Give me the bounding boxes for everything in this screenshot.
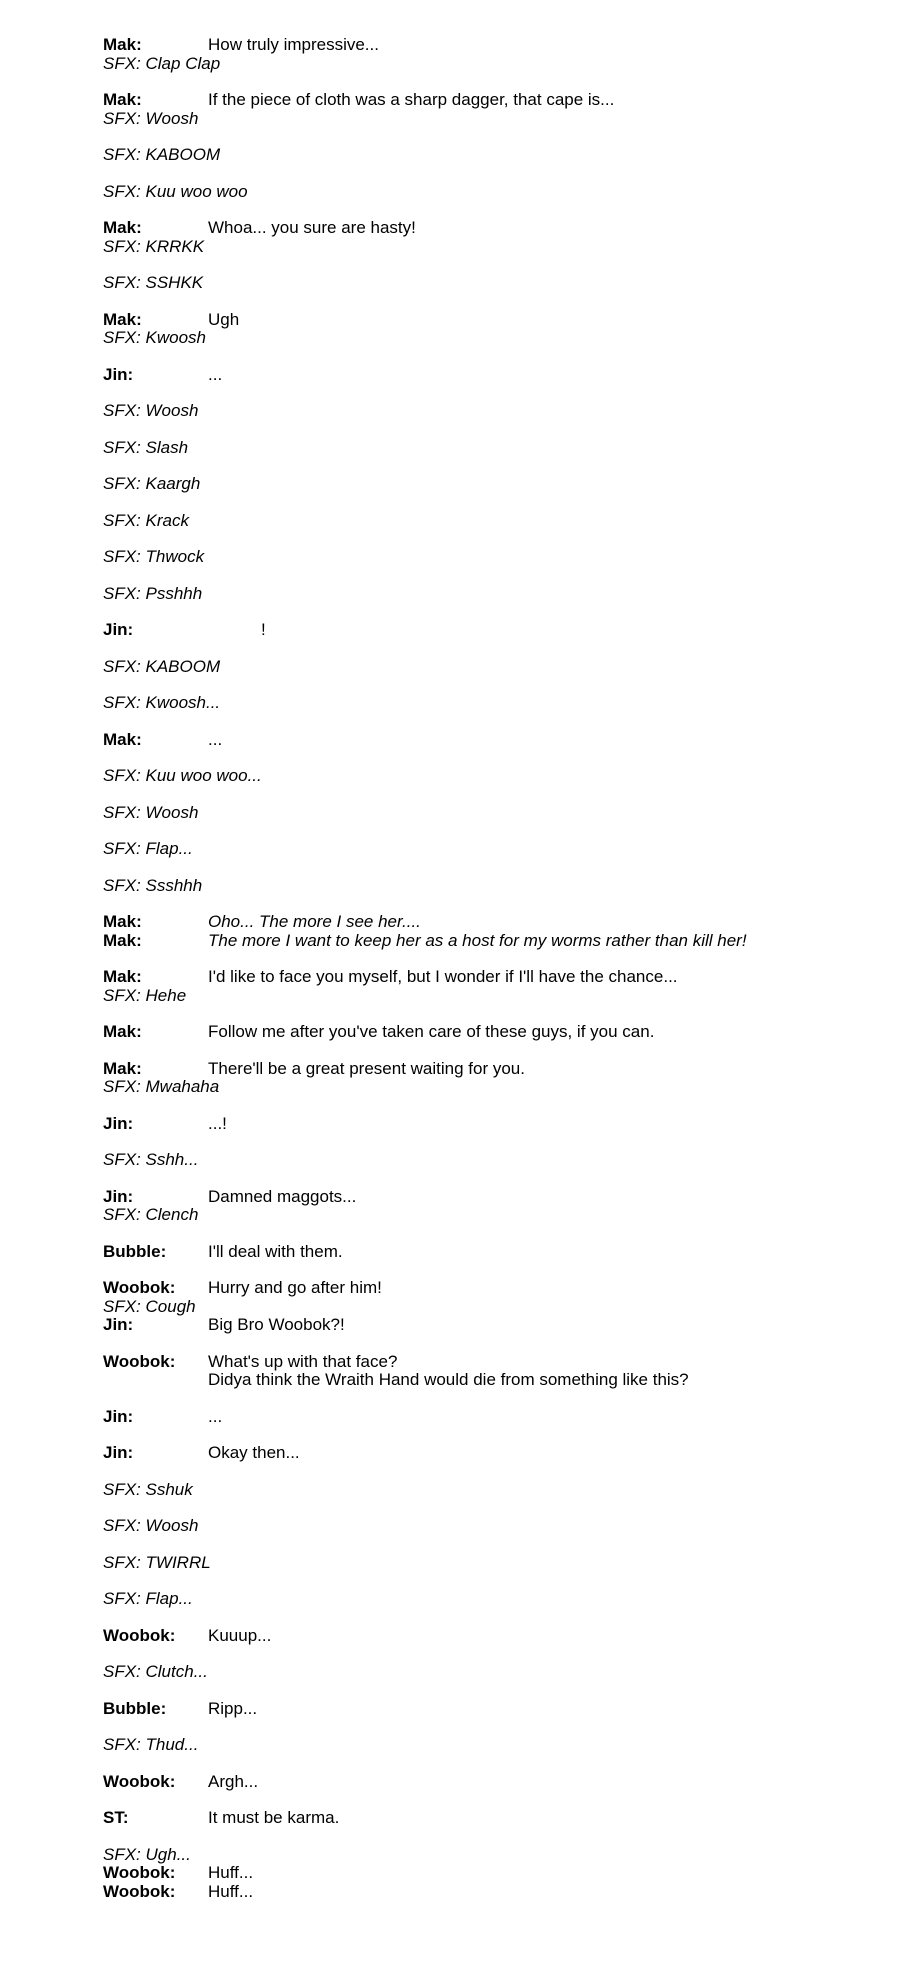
speaker-name: Jin: (103, 1406, 134, 1426)
sfx-text: SFX: Mwahaha (103, 1077, 220, 1096)
sfx-line (103, 55, 863, 74)
script-block (103, 1846, 863, 1902)
dialogue-text: The more I want to keep her as a host for my worms rather than kill her! (208, 930, 747, 950)
sfx-line (103, 694, 863, 713)
script-block (103, 1809, 863, 1828)
script-block (103, 1481, 863, 1500)
dialogue-line (103, 1444, 863, 1463)
speaker-name: Mak: (103, 1022, 142, 1041)
speaker-name: Jin: (103, 620, 134, 639)
script-block (103, 366, 863, 385)
dialogue-line (103, 1809, 863, 1828)
speaker-name: Mak: (103, 309, 142, 329)
script-block (103, 1590, 863, 1609)
dialogue-text: Ugh (208, 309, 240, 329)
dialogue-text: ... (208, 1406, 223, 1426)
script-block (103, 1115, 863, 1134)
dialogue-line (103, 1060, 863, 1079)
speaker-name: Woobok: (103, 1625, 176, 1645)
sfx-text: SFX: Thud... (103, 1735, 199, 1754)
script-block (103, 311, 863, 348)
speaker-name: Jin: (103, 364, 134, 384)
sfx-text: SFX: Cough (103, 1296, 196, 1316)
dialogue-line (103, 366, 863, 385)
sfx-line (103, 402, 863, 421)
speaker-name: Jin: (103, 1186, 134, 1206)
sfx-line (103, 1846, 863, 1865)
sfx-line (103, 1590, 863, 1609)
sfx-text: SFX: KRRKK (103, 236, 205, 256)
sfx-line (103, 877, 863, 896)
sfx-text: SFX: Kaargh (103, 474, 201, 493)
script-block (103, 1627, 863, 1646)
sfx-line (103, 329, 863, 348)
sfx-line (103, 804, 863, 823)
dialogue-line (103, 1773, 863, 1792)
dialogue-line (103, 1408, 863, 1427)
speaker-name: Mak: (103, 1058, 142, 1078)
dialogue-text: I'll deal with them. (208, 1241, 343, 1261)
sfx-line (103, 1298, 863, 1317)
dialogue-line (103, 1115, 863, 1134)
script-block (103, 146, 863, 165)
sfx-text: SFX: KABOOM (103, 145, 221, 164)
script-block (103, 475, 863, 494)
speaker-name: Mak: (103, 35, 142, 54)
sfx-line (103, 840, 863, 859)
script-block (103, 548, 863, 567)
script-block (103, 968, 863, 1005)
dialogue-text: Damned maggots... (208, 1186, 357, 1206)
dialogue-text: Hurry and go after him! (208, 1278, 382, 1297)
script-block (103, 913, 863, 950)
script-block (103, 274, 863, 293)
dialogue-line (103, 1023, 863, 1042)
sfx-line (103, 1663, 863, 1682)
script-block (103, 1663, 863, 1682)
sfx-line (103, 512, 863, 531)
dialogue-text: I'd like to face you myself, but I wonder if I'll have the chance... (208, 967, 678, 986)
script-block (103, 1023, 863, 1042)
sfx-line (103, 110, 863, 129)
script-document (103, 36, 863, 1919)
sfx-line (103, 475, 863, 494)
sfx-text: SFX: Sshuk (103, 1479, 193, 1499)
speaker-name: Mak: (103, 729, 142, 749)
sfx-text: SFX: Ssshhh (103, 875, 203, 895)
dialogue-line (103, 913, 863, 932)
script-block (103, 439, 863, 458)
speaker-name: Mak: (103, 912, 142, 931)
sfx-line (103, 238, 863, 257)
script-block (103, 1353, 863, 1390)
dialogue-text: Big Bro Woobok?! (208, 1315, 345, 1334)
dialogue-line (103, 1353, 863, 1372)
sfx-text: SFX: KABOOM (103, 656, 221, 676)
sfx-line (103, 1206, 863, 1225)
sfx-text: SFX: Ugh... (103, 1844, 191, 1864)
dialogue-text: Argh... (208, 1771, 259, 1791)
script-block (103, 1554, 863, 1573)
sfx-text: SFX: Kuu woo woo... (103, 766, 262, 785)
dialogue-line (103, 1316, 863, 1335)
sfx-line (103, 146, 863, 165)
sfx-text: SFX: Flap... (103, 1589, 193, 1608)
script-block (103, 36, 863, 73)
sfx-text: SFX: Kwoosh (103, 328, 206, 347)
script-block (103, 1188, 863, 1225)
speaker-name: Jin: (103, 1443, 134, 1462)
dialogue-text: ...! (208, 1113, 227, 1133)
script-block (103, 804, 863, 823)
dialogue-line (103, 621, 863, 640)
dialogue-text: There'll be a great present waiting for you. (208, 1058, 525, 1078)
sfx-line (103, 1517, 863, 1536)
script-block (103, 1408, 863, 1427)
dialogue-text: Whoa... you sure are hasty! (208, 218, 416, 237)
dialogue-line (103, 1883, 863, 1902)
sfx-line (103, 548, 863, 567)
sfx-line (103, 1481, 863, 1500)
dialogue-line (103, 968, 863, 987)
script-block (103, 1517, 863, 1536)
script-block (103, 1060, 863, 1097)
dialogue-text: Oho... The more I see her.... (208, 912, 421, 931)
sfx-line (103, 1554, 863, 1573)
dialogue-line (103, 932, 863, 951)
dialogue-text: Huff... (208, 1881, 254, 1901)
script-block (103, 1151, 863, 1170)
dialogue-text: ... (208, 364, 223, 384)
sfx-text: SFX: Kwoosh... (103, 693, 221, 712)
sfx-text: SFX: TWIRRL (103, 1552, 211, 1572)
sfx-text: SFX: Woosh (103, 401, 199, 420)
dialogue-line (103, 1864, 863, 1883)
sfx-text: SFX: Thwock (103, 547, 205, 566)
sfx-text: SFX: Slash (103, 437, 189, 457)
script-block (103, 183, 863, 202)
speaker-name: Bubble: (103, 1241, 167, 1261)
dialogue-text: How truly impressive... (208, 35, 379, 54)
script-block (103, 731, 863, 750)
sfx-line (103, 987, 863, 1006)
dialogue-continuation (103, 1371, 863, 1390)
sfx-text: SFX: Clap Clap (103, 53, 221, 73)
dialogue-line (103, 36, 863, 55)
speaker-name: Woobok: (103, 1771, 176, 1791)
script-block (103, 658, 863, 677)
speaker-name: Woobok: (103, 1278, 176, 1297)
script-block (103, 1243, 863, 1262)
dialogue-text: Kuuup... (208, 1625, 272, 1645)
speaker-name: Woobok: (103, 1881, 176, 1901)
dialogue-line (103, 1627, 863, 1646)
dialogue-line (103, 91, 863, 110)
sfx-text: SFX: Kuu woo woo (103, 181, 248, 201)
script-block (103, 1444, 863, 1463)
speaker-name: Woobok: (103, 1863, 176, 1882)
speaker-name: Mak: (103, 90, 142, 109)
script-block (103, 1773, 863, 1792)
dialogue-line (103, 219, 863, 238)
sfx-line (103, 274, 863, 293)
script-block (103, 512, 863, 531)
sfx-text: SFX: Psshhh (103, 583, 203, 603)
dialogue-text: Huff... (208, 1863, 254, 1882)
dialogue-text: Didya think the Wraith Hand would die from something like this? (208, 1370, 689, 1389)
speaker-name: Jin: (103, 1113, 134, 1133)
sfx-line (103, 585, 863, 604)
sfx-text: SFX: Sshh... (103, 1150, 199, 1169)
dialogue-text: ! (261, 620, 266, 639)
sfx-text: SFX: Woosh (103, 108, 199, 128)
dialogue-text: What's up with that face? (208, 1351, 398, 1371)
dialogue-text: If the piece of cloth was a sharp dagger, that cape is... (208, 90, 615, 109)
dialogue-text: It must be karma. (208, 1808, 340, 1827)
script-block (103, 91, 863, 128)
sfx-text: SFX: Krack (103, 510, 189, 530)
speaker-name: Mak: (103, 218, 142, 237)
script-block (103, 621, 863, 640)
speaker-name: Jin: (103, 1315, 134, 1334)
sfx-text: SFX: Hehe (103, 985, 187, 1005)
sfx-line (103, 658, 863, 677)
script-block (103, 877, 863, 896)
script-block (103, 1736, 863, 1755)
sfx-line (103, 767, 863, 786)
dialogue-line (103, 1243, 863, 1262)
dialogue-line (103, 1188, 863, 1207)
dialogue-text: Okay then... (208, 1443, 300, 1462)
dialogue-text: ... (208, 729, 223, 749)
dialogue-line (103, 311, 863, 330)
sfx-text: SFX: SSHKK (103, 273, 204, 292)
script-block (103, 585, 863, 604)
script-block (103, 840, 863, 859)
speaker-name: Mak: (103, 967, 142, 986)
sfx-line (103, 183, 863, 202)
script-block (103, 402, 863, 421)
sfx-line (103, 1736, 863, 1755)
sfx-line (103, 439, 863, 458)
dialogue-line (103, 731, 863, 750)
dialogue-text: Follow me after you've taken care of these guys, if you can. (208, 1022, 655, 1041)
dialogue-line (103, 1700, 863, 1719)
script-block (103, 1279, 863, 1335)
speaker-name: Bubble: (103, 1698, 167, 1718)
script-block (103, 1700, 863, 1719)
sfx-line (103, 1151, 863, 1170)
dialogue-line (103, 1279, 863, 1298)
script-block (103, 219, 863, 256)
speaker-name: Mak: (103, 930, 142, 950)
script-block (103, 694, 863, 713)
speaker-name: ST: (103, 1808, 129, 1827)
sfx-text: SFX: Clench (103, 1205, 199, 1224)
sfx-text: SFX: Flap... (103, 839, 193, 858)
sfx-line (103, 1078, 863, 1097)
sfx-text: SFX: Woosh (103, 1516, 199, 1535)
sfx-text: SFX: Woosh (103, 802, 199, 822)
sfx-text: SFX: Clutch... (103, 1662, 208, 1681)
speaker-name: Woobok: (103, 1351, 176, 1371)
script-block (103, 767, 863, 786)
dialogue-text: Ripp... (208, 1698, 258, 1718)
